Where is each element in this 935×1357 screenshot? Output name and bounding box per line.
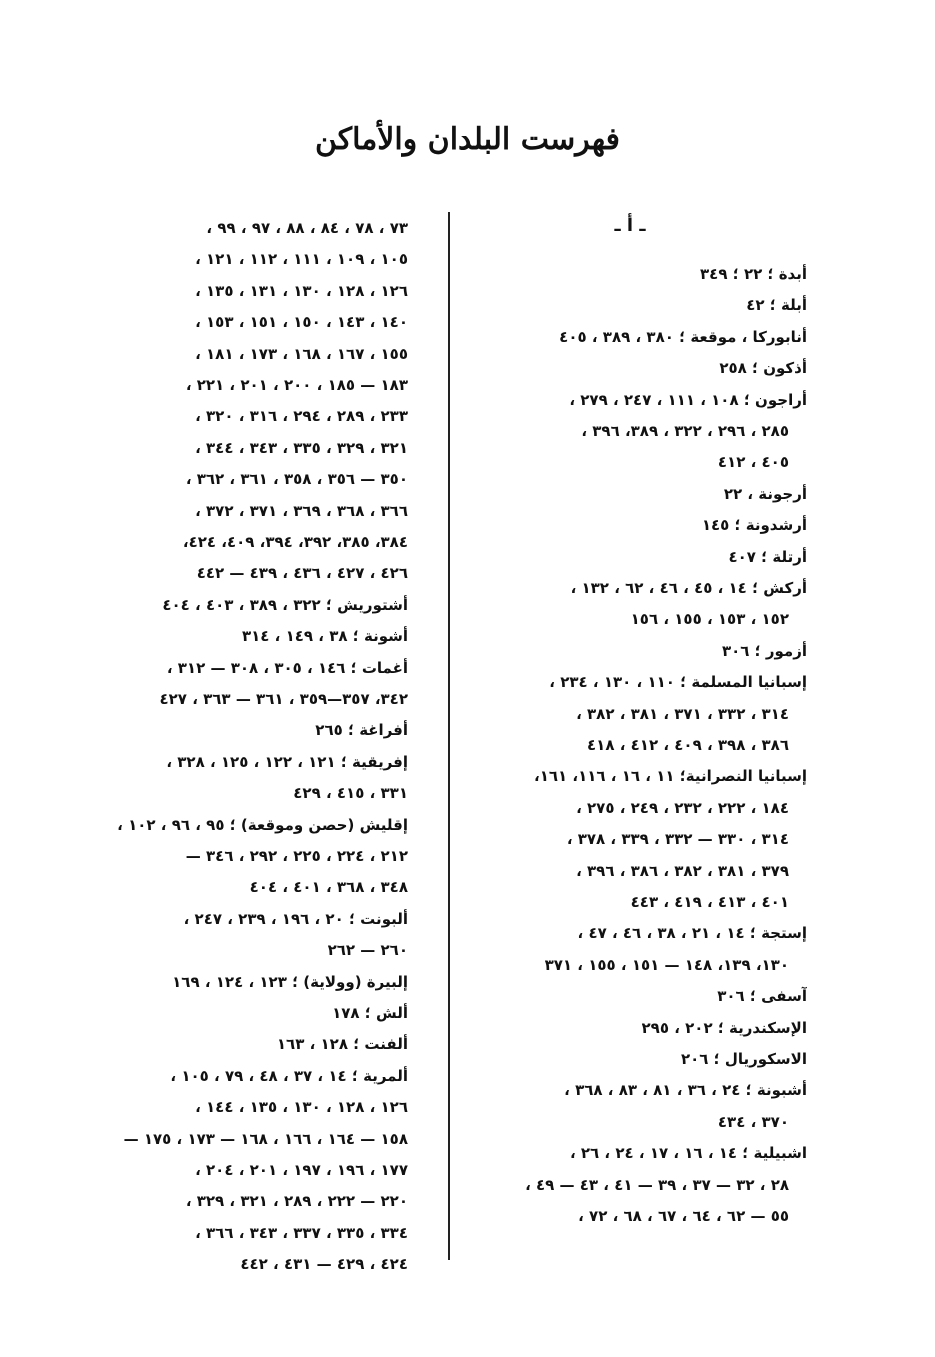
index-entry-continuation: ٢٦٠ — ٢٦٢ (327, 941, 408, 960)
index-entry-continuation: ٣٢١ ، ٣٢٩ ، ٣٣٥ ، ٣٤٣ ، ٣٤٤ ، (195, 438, 408, 457)
index-entry-continuation: ٤٢٦ ، ٤٢٧ ، ٤٣٦ ، ٤٣٩ — ٤٤٢ (196, 564, 408, 583)
index-entry: ألش ؛ ١٧٨ (332, 1004, 408, 1022)
index-entry: إسبانيا النصرانية؛ ١١ ، ١٦ ، ١١٦، ١٦١، (534, 767, 807, 786)
index-entry: أبدة ؛ ٢٢ ؛ ٣٤٩ (700, 265, 807, 283)
index-entry-continuation: ٢٨ ، ٣٢ — ٣٧ ، ٣٩ — ٤١ ، ٤٣ — ٤٩ ، (525, 1175, 789, 1194)
index-entry: إسبانيا المسلمة ؛ ١١٠ ، ١٣٠ ، ٢٣٤ ، (549, 673, 807, 692)
index-entry: ألمرية ؛ ١٤ ، ٣٧ ، ٤٨ ، ٧٩ ، ١٠٥ ، (170, 1066, 408, 1085)
index-entry-continuation: ٢٢٠ — ٢٢٢ ، ٢٨٩ ، ٣٢١ ، ٣٢٩ ، (185, 1192, 408, 1211)
index-entry: اشبيلية ؛ ١٤ ، ١٦ ، ١٧ ، ٢٤ ، ٢٦ ، (569, 1144, 807, 1163)
index-entry: أبلة ؛ ٤٢ (746, 296, 807, 315)
index-entry: آسفى ؛ ٣٠٦ (717, 987, 807, 1006)
page-title: فهرست البلدان والأماكن (314, 122, 621, 157)
index-entry-continuation: ٣٧٩ ، ٣٨١ ، ٣٨٢ ، ٣٨٦ ، ٣٩٦ ، (576, 861, 789, 880)
index-entry-continuation: ١٥٨ — ١٦٤ ، ١٦٦ ، ١٦٨ — ١٧٣ ، ١٧٥ — (123, 1129, 408, 1148)
index-entry-continuation: ٣٧٠ ، ٤٣٤ (717, 1112, 789, 1131)
index-entry: أشبونة ؛ ٢٤ ، ٣٦ ، ٨١ ، ٨٣ ، ٣٦٨ ، (564, 1081, 807, 1100)
index-entry-continuation: ٣٤٨ ، ٣٦٨ ، ٤٠١ ، ٤٠٤ (249, 878, 408, 897)
index-entry: إلبيرة (وولاية) ؛ ١٢٣ ، ١٢٤ ، ١٦٩ (172, 972, 408, 991)
index-entry: أذكون ؛ ٢٥٨ (719, 359, 807, 378)
index-entry-continuation: ٧٣ ، ٧٨ ، ٨٤ ، ٨٨ ، ٩٧ ، ٩٩ ، (206, 219, 408, 237)
index-entry: الاسكوريال ؛ ٢٠٦ (680, 1050, 807, 1068)
index-entry-continuation: ٢٨٥ ، ٢٩٦ ، ٣٢٢ ، ٣٨٩، ٣٩٦ ، (581, 422, 789, 440)
index-entry: أشونة ؛ ٣٨ ، ١٤٩ ، ٣١٤ (241, 627, 408, 646)
index-entry-continuation: ١٨٣ — ١٨٥ ، ٢٠٠ ، ٢٠١ ، ٢٢١ ، (185, 376, 408, 394)
index-entry-continuation: ٣٦٦ ، ٣٦٨ ، ٣٦٩ ، ٣٧١ ، ٣٧٢ ، (195, 501, 408, 520)
index-entry: أنابوركا ، موقعة ؛ ٣٨٠ ، ٣٨٩ ، ٤٠٥ (559, 327, 807, 346)
index-entry: أزمور ؛ ٣٠٦ (721, 641, 807, 660)
index-entry-continuation: ١٥٥ ، ١٦٧ ، ١٦٨ ، ١٧٣ ، ١٨١ ، (195, 344, 408, 363)
index-entry-continuation: ١٠٥ ، ١٠٩ ، ١١١ ، ١١٢ ، ١٢١ ، (195, 250, 408, 269)
letter-heading: ـ أ ـ (614, 215, 646, 236)
index-entry: أشتوريش ؛ ٣٢٢ ، ٣٨٩ ، ٤٠٣ ، ٤٠٤ (162, 595, 408, 614)
index-entry-continuation: ٣٨٦ ، ٣٩٨ ، ٤٠٩ ، ٤١٢ ، ٤١٨ (587, 736, 789, 754)
index-entry-continuation: ١٨٤ ، ٢٢٢ ، ٢٣٢ ، ٢٤٩ ، ٢٧٥ ، (576, 798, 789, 817)
index-entry: أرجونة ، ٢٢ (723, 484, 807, 503)
index-entry-continuation: ٣٣٤ ، ٣٣٥ ، ٣٣٧ ، ٣٤٣ ، ٣٦٦ ، (195, 1223, 408, 1242)
index-entry-continuation: ٤٢٤ ، ٤٢٩ — ٤٣١ ، ٤٤٢ (240, 1255, 408, 1274)
index-entry-continuation: ٢٣٣ ، ٢٨٩ ، ٢٩٤ ، ٣١٦ ، ٣٢٠ ، (195, 407, 408, 426)
index-entry-continuation: ١٢٦ ، ١٢٨ ، ١٣٠ ، ١٣١ ، ١٣٥ ، (195, 281, 408, 300)
index-entry: الإسكندرية ؛ ٢٠٢ ، ٢٩٥ (641, 1018, 807, 1037)
index-entry-continuation: ١٧٧ ، ١٩٦ ، ١٩٧ ، ٢٠١ ، ٢٠٤ ، (195, 1161, 408, 1179)
column-divider (448, 212, 450, 1260)
index-entry-continuation: ١٣٠، ١٣٩، ١٤٨ — ١٥١ ، ١٥٥ ، ٣٧١ (544, 955, 789, 974)
index-entry: أغمات ؛ ١٤٦ ، ٣٠٥ ، ٣٠٨ — ٣١٢ ، (166, 658, 408, 677)
index-entry-continuation: ٣١٤ ، ٣٣٠ — ٣٣٢ ، ٣٣٩ ، ٣٧٨ ، (566, 830, 789, 849)
index-entry-continuation: ٣٤٢، ٣٥٧—٣٥٩ ، ٣٦١ — ٣٦٣ ، ٤٢٧ (159, 690, 408, 708)
index-entry: أركش ؛ ١٤ ، ٤٥ ، ٤٦ ، ٦٢ ، ١٣٢ ، (570, 579, 807, 597)
index-entry: أراجون ؛ ١٠٨ ، ١١١ ، ٢٤٧ ، ٢٧٩ ، (569, 390, 807, 409)
index-entry: أرتلة ؛ ٤٠٧ (728, 547, 807, 566)
index-entry-continuation: ١٥٢ ، ١٥٣ ، ١٥٥ ، ١٥٦ (630, 610, 789, 629)
index-entry-continuation: ٣٣١ ، ٤١٥ ، ٤٢٩ (293, 784, 408, 803)
index-entry: ألفنت ؛ ١٢٨ ، ١٦٣ (276, 1035, 408, 1054)
index-entry: إقليش (حصن وموقعة) ؛ ٩٥ ، ٩٦ ، ١٠٢ ، (117, 815, 408, 834)
index-entry-continuation: ٣٥٠ — ٣٥٦ ، ٣٥٨ ، ٣٦١ ، ٣٦٢ ، (185, 470, 408, 489)
index-entry-continuation: ٤٠١ ، ٤١٣ ، ٤١٩ ، ٤٤٣ (630, 893, 789, 911)
index-entry-continuation: ٢١٢ ، ٢٢٤ ، ٢٢٥ ، ٢٩٢ ، ٣٤٦ — (185, 847, 408, 865)
index-entry-continuation: ١٤٠ ، ١٤٣ ، ١٥٠ ، ١٥١ ، ١٥٣ ، (195, 313, 408, 332)
index-entry: إستجة ؛ ١٤ ، ٢١ ، ٣٨ ، ٤٦ ، ٤٧ ، (577, 924, 807, 943)
index-entry-continuation: ٥٥ — ٦٢ ، ٦٤ ، ٦٧ ، ٦٨ ، ٧٢ ، (578, 1207, 789, 1225)
index-entry-continuation: ١٢٦ ، ١٢٨ ، ١٣٠ ، ١٣٥ ، ١٤٤ ، (195, 1098, 408, 1117)
index-entry: أفراغة ؛ ٢٦٥ (315, 721, 408, 740)
index-entry-continuation: ٣٨٤، ٣٨٥، ٣٩٢، ٣٩٤، ٤٠٩، ٤٢٤، (182, 533, 408, 551)
index-entry-continuation: ٣١٤ ، ٣٣٢ ، ٣٧١ ، ٣٨١ ، ٣٨٢ ، (576, 704, 789, 723)
index-entry-continuation: ٤٠٥ ، ٤١٢ (717, 453, 789, 472)
index-entry: أرشدونة ؛ ١٤٥ (701, 516, 807, 535)
index-entry: إفريقية ؛ ١٢١ ، ١٢٢ ، ١٢٥ ، ٣٢٨ ، (166, 752, 408, 771)
index-entry: ألبونت ؛ ٢٠ ، ١٩٦ ، ٢٣٩ ، ٢٤٧ ، (183, 909, 408, 928)
